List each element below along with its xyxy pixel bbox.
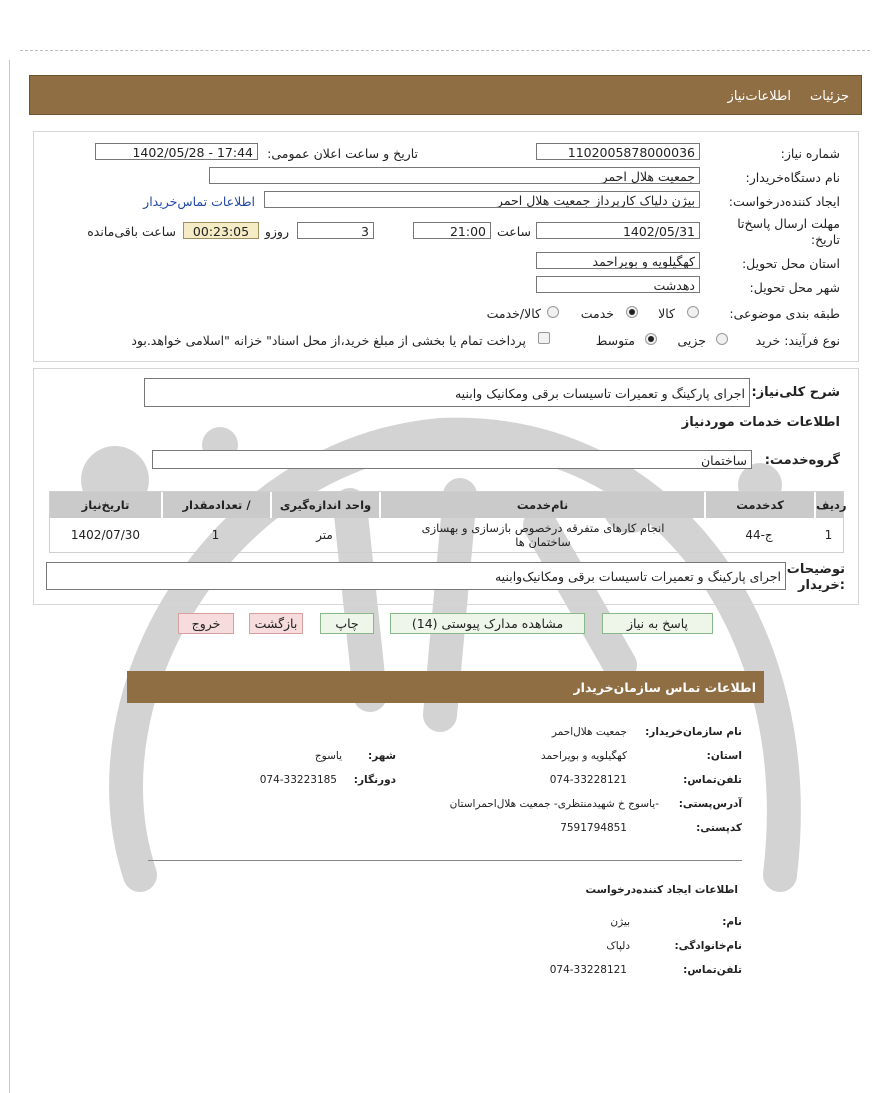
category-radio-goods[interactable] [687,306,699,318]
creator-name-value: بیژن [610,916,630,928]
contact-fax-label: دورنگار: [353,774,396,786]
province-field: کهگیلویه و بویراحمد [536,252,700,269]
cell-need-date: 1402/07/30 [70,528,141,542]
contact-address-value: -یاسوج خ شهیدمنتظری- جمعیت هلال‌احمراستان [449,798,659,810]
org-value: جمعیت هلال‌احمر [551,726,627,738]
cell-service-name: انجام کارهای متفرقه درخصوص بازسازی و بهسازی ساختمان ها [421,521,665,549]
city-field: دهدشت [536,276,700,293]
process-radio-minor[interactable] [716,333,728,345]
view-documents-button[interactable]: مشاهده مدارک پیوستی (14) [390,613,585,634]
deadline-label-line1: مهلت ارسال پاسخ‌تا [737,216,840,231]
contact-city-value: یاسوج [314,750,342,762]
remaining-time-field: 00:23:05 [183,222,259,239]
process-radio-medium[interactable] [645,333,657,345]
need-number-field: 1102005878000036 [536,143,700,160]
announce-label: تاریخ و ساعت اعلان عمومی: [267,146,418,161]
left-frame-line [9,60,10,1093]
buyer-description-field: اجرای پارکینگ و تعمیرات تاسیسات برقی ومکانیک‌وابنیه [46,562,786,590]
creator-label: ایجاد کننده‌درخواست: [728,194,840,209]
announce-datetime-field: 1402/05/28 - 17:44 [95,143,258,160]
contact-address-label: آدرس‌پستی: [678,798,742,810]
service-group-label: گروه‌خدمت: [764,453,840,468]
treasury-payment-checkbox[interactable] [538,332,550,344]
service-group-field: ساختمان [152,450,752,469]
province-label: استان محل تحویل: [741,256,840,271]
payment-note: پرداخت تمام یا بخشی از مبلغ خرید،از محل اسناد" خزانه "اسلامی خواهد.بود [131,333,526,348]
creator-family-label: نام‌خانوادگی: [674,940,742,952]
tab-need-info[interactable]: اطلاعات‌نیاز [727,89,791,104]
col-header-need-date: تاریخ‌نیاز [50,492,161,518]
creator-phone-value: 074-33228121 [549,964,627,976]
summary-label: شرح کلی‌نیاز: [751,385,840,400]
category-option-goods: کالا [658,306,675,321]
buyer-desc-label-line2: :خریدار [798,578,845,593]
contact-fax-value: 074-33223185 [259,774,337,786]
reply-button[interactable]: پاسخ به نیاز [602,613,713,634]
contact-phone-label: تلفن‌تماس: [683,774,742,786]
contact-divider [148,860,742,861]
cell-quantity: 1 [211,528,220,542]
deadline-label-line2: تاریخ: [810,232,840,247]
buyer-contact-link[interactable]: اطلاعات تماس‌خریدار [143,194,255,209]
remaining-label: ساعت باقی‌مانده [87,224,176,239]
process-option-minor: جزیی [677,333,706,348]
need-info-panel [33,131,859,362]
category-label: طبقه بندی موضوعی: [729,306,840,321]
category-radio-goods-service[interactable] [547,306,559,318]
buyer-contact-title: اطلاعات تماس سازمان‌خریدار [573,680,756,695]
buyer-desc-label-line1: توضیحات [786,562,845,577]
days-field: 3 [297,222,374,239]
back-button[interactable]: بازگشت [249,613,303,634]
contact-postal-label: کد‌پستی: [696,822,742,834]
tab-details[interactable]: جزئیات [810,89,849,104]
need-number-label: شماره نیاز: [780,146,840,161]
creator-info-title: اطلاعات ایجاد کننده‌درخواست [585,884,738,896]
buyer-contact-header [127,671,764,703]
col-header-name: نام‌خدمت [379,492,704,518]
category-option-goods-service: کالا/خدمت [486,306,541,321]
category-radio-service[interactable] [626,306,638,318]
creator-phone-label: تلفن‌تماس: [683,964,742,976]
top-divider [20,50,870,51]
contact-city-label: شهر: [368,750,396,762]
cell-unit: متر [316,528,333,542]
deadline-time-field: 21:00 [413,222,491,239]
creator-name-label: نام: [722,916,742,928]
org-label: نام سازمان‌خریدار: [645,726,742,738]
creator-field: بیژن دلپاک کارپرداز جمعیت هلال احمر [264,191,700,208]
print-button[interactable]: چاپ [320,613,374,634]
services-table [49,491,847,553]
col-header-row: ردیف [814,492,843,518]
buyer-org-label: نام دستگاه‌خریدار: [745,170,840,185]
cell-service-code: ج-44 [745,528,773,542]
contact-province-value: کهگیلویه و بویراحمد [540,750,627,762]
contact-province-label: استان: [706,750,742,762]
buyer-org-field: جمعیت هلال احمر [209,167,700,184]
contact-phone-value: 074-33228121 [549,774,627,786]
contact-postal-value: 7591794851 [560,822,627,834]
deadline-date-field: 1402/05/31 [536,222,700,239]
exit-button[interactable]: خروج [178,613,234,634]
page-header-bar [29,75,862,115]
col-header-quantity: تعداد‌مقدار / [161,492,270,518]
process-label: نوع فرآیند: خرید [755,333,840,348]
creator-family-value: دلپاک [606,940,630,952]
deadline-time-label: ساعت [496,224,531,239]
services-title: اطلاعات خدمات موردنیاز [681,415,840,430]
col-header-unit: واحد اندازه‌گیری [270,492,379,518]
process-option-medium: متوسط [595,333,635,348]
summary-field: اجرای پارکینگ و تعمیرات تاسیسات برقی ومکانیک وابنیه [144,378,750,407]
days-label: روزو [264,224,289,239]
col-header-code: کدخدمت [704,492,814,518]
cell-row-number: 1 [824,528,833,542]
city-label: شهر محل تحویل: [749,280,840,295]
category-option-service: خدمت [580,306,614,321]
